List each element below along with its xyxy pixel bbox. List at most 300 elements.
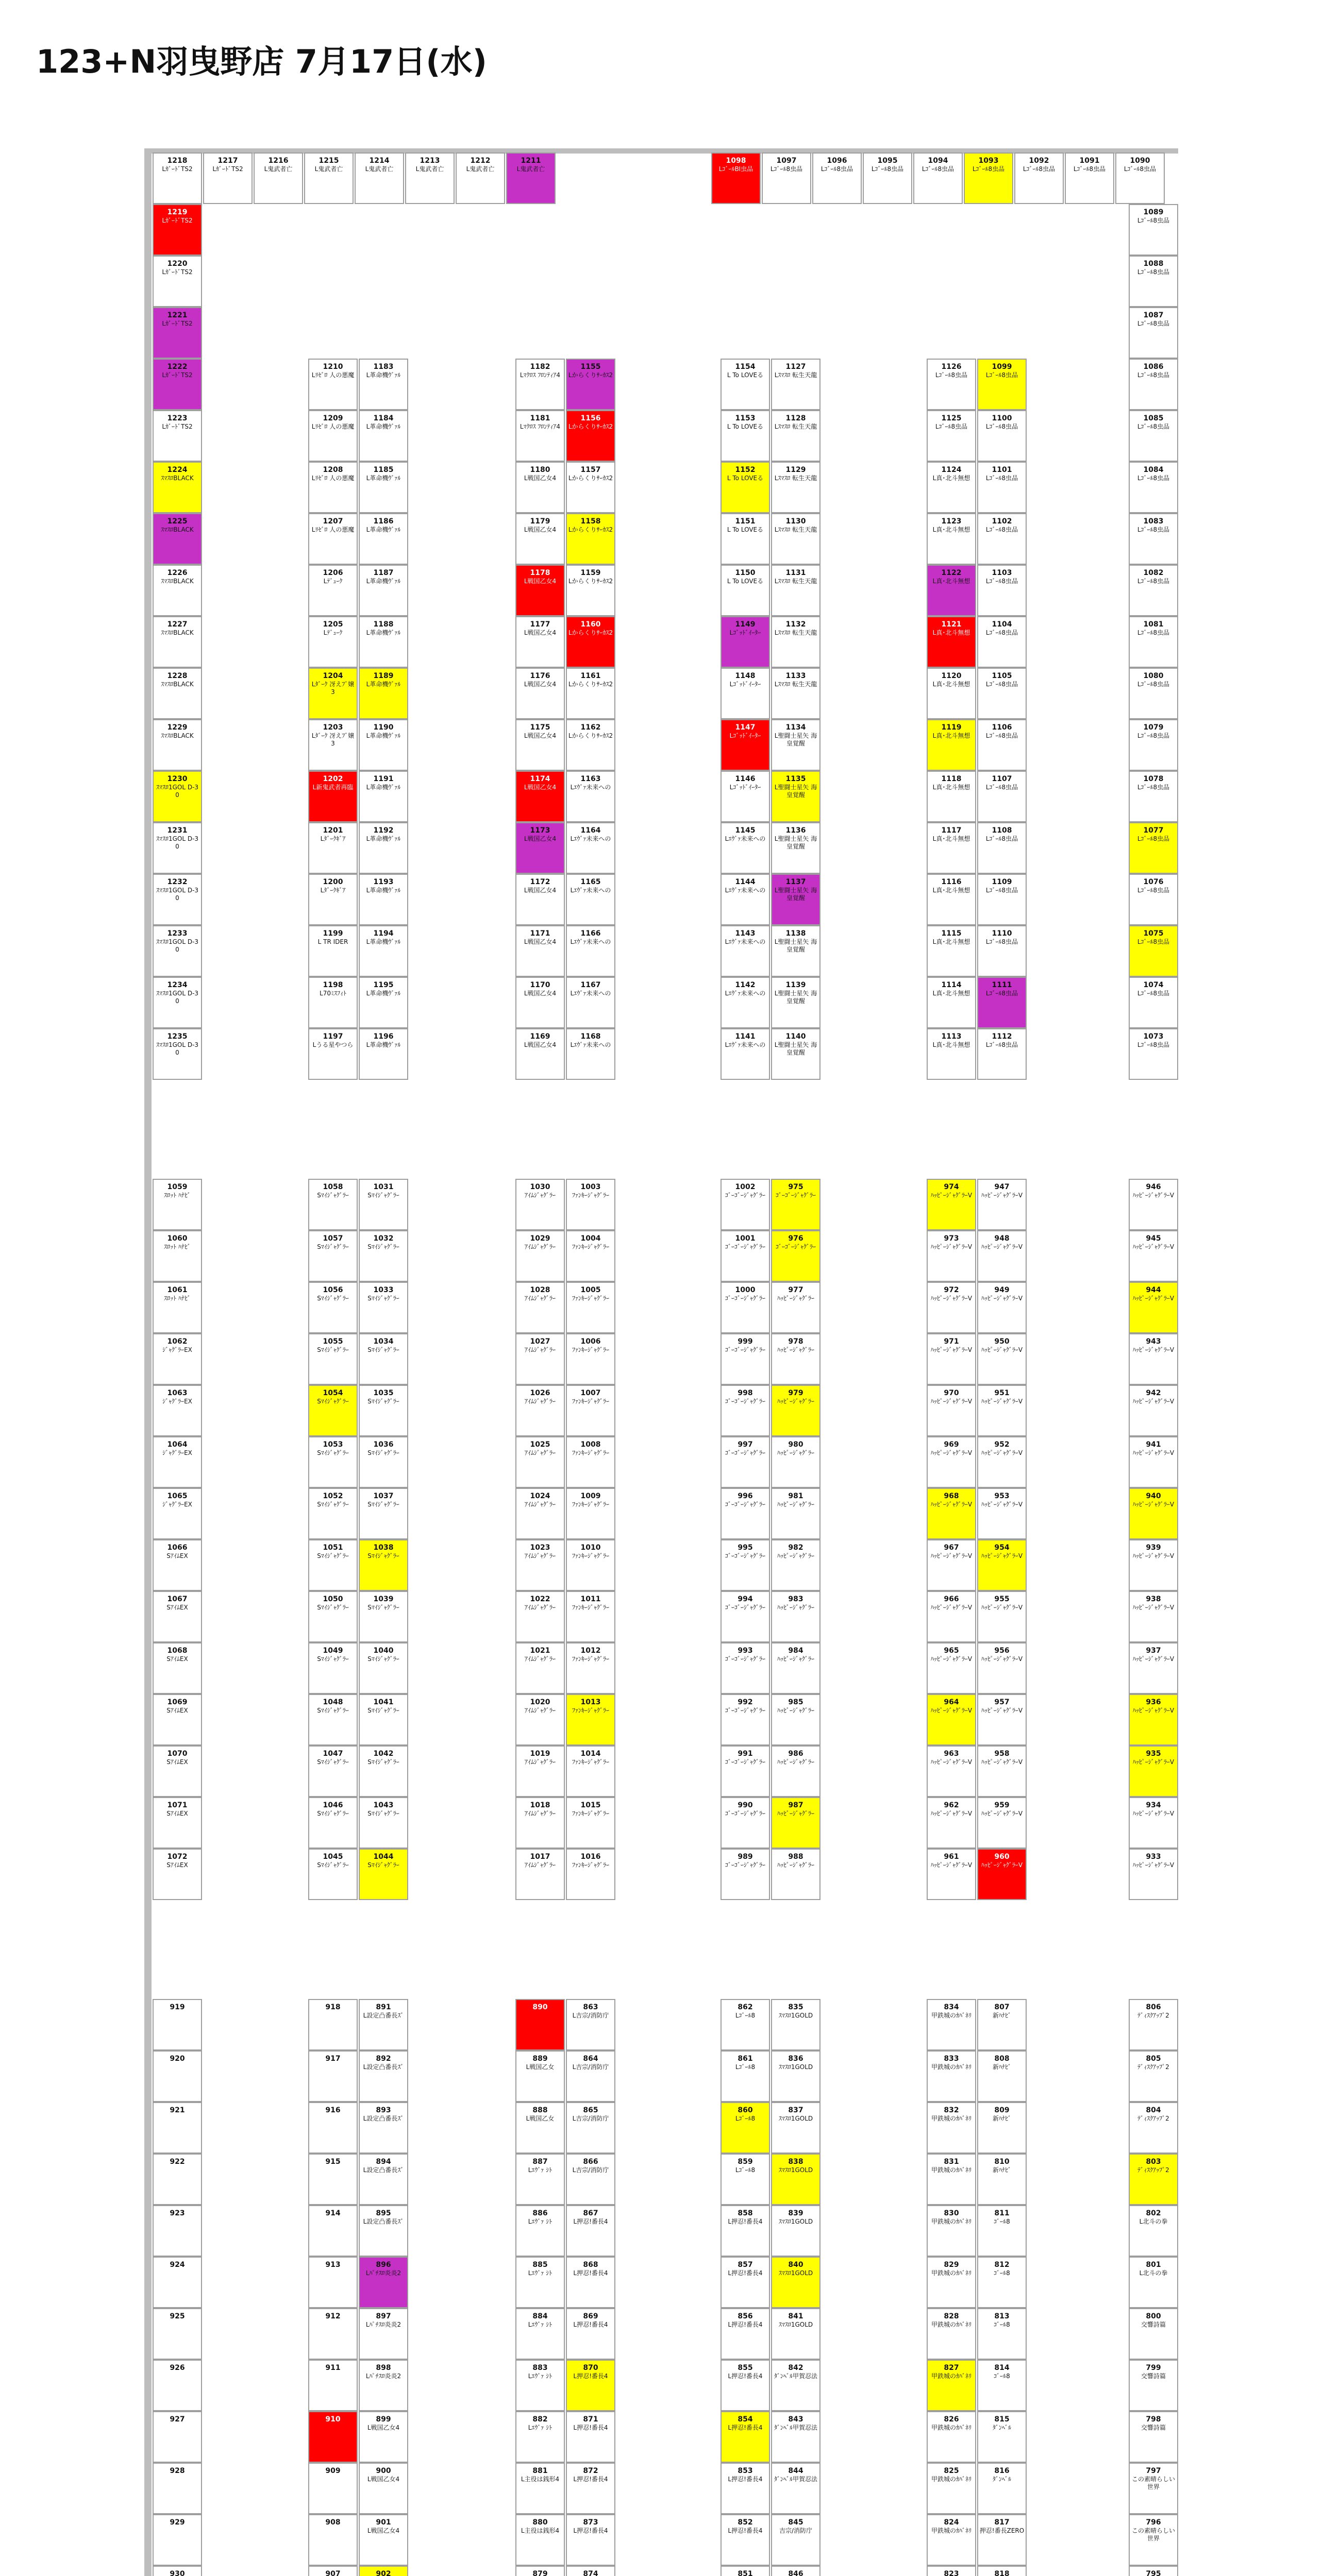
machine-cell[interactable] [308,2050,358,2102]
machine-cell[interactable] [355,152,404,204]
machine-cell[interactable] [721,2566,770,2576]
machine-cell[interactable] [927,925,976,977]
machine-cell[interactable] [1129,1028,1178,1080]
machine-cell[interactable] [308,1539,358,1591]
machine-cell[interactable] [566,359,615,410]
machine-cell[interactable] [1129,2308,1178,2360]
machine-cell[interactable] [153,925,202,977]
machine-cell[interactable] [566,2463,615,2514]
machine-cell[interactable] [308,1385,358,1436]
machine-cell[interactable] [977,565,1027,616]
machine-cell[interactable] [359,513,408,565]
machine-cell[interactable] [771,874,820,925]
machine-cell[interactable] [515,1642,565,1694]
machine-cell[interactable] [1129,2050,1178,2102]
machine-cell[interactable] [721,1333,770,1385]
machine-cell[interactable] [1129,2566,1178,2576]
machine-cell[interactable] [977,2411,1027,2463]
machine-cell[interactable] [515,1282,565,1333]
machine-cell[interactable] [721,1488,770,1539]
machine-cell[interactable] [771,2514,820,2566]
machine-cell[interactable] [153,1539,202,1591]
machine-cell[interactable] [927,822,976,874]
machine-cell[interactable] [566,2308,615,2360]
machine-cell[interactable] [721,1999,770,2050]
machine-cell[interactable] [566,1230,615,1282]
machine-cell[interactable] [254,152,303,204]
machine-cell[interactable] [153,1028,202,1080]
machine-cell[interactable] [359,2566,408,2576]
machine-cell[interactable] [927,2308,976,2360]
machine-cell[interactable] [359,719,408,771]
machine-cell[interactable] [771,1436,820,1488]
machine-cell[interactable] [308,1488,358,1539]
machine-cell[interactable] [927,1591,976,1642]
machine-cell[interactable] [566,2514,615,2566]
machine-cell[interactable] [771,925,820,977]
machine-cell[interactable] [721,874,770,925]
machine-cell[interactable] [1129,1179,1178,1230]
machine-cell[interactable] [927,2514,976,2566]
machine-cell[interactable] [721,2154,770,2205]
machine-cell[interactable] [359,1179,408,1230]
machine-cell[interactable] [153,1745,202,1797]
machine-cell[interactable] [1129,2514,1178,2566]
machine-cell[interactable] [771,1282,820,1333]
machine-cell[interactable] [515,2463,565,2514]
machine-cell[interactable] [566,2102,615,2154]
machine-cell[interactable] [308,462,358,513]
machine-cell[interactable] [977,1436,1027,1488]
machine-cell[interactable] [1129,771,1178,822]
machine-cell[interactable] [721,1797,770,1849]
machine-cell[interactable] [721,1230,770,1282]
machine-cell[interactable] [771,2566,820,2576]
machine-cell[interactable] [515,359,565,410]
machine-cell[interactable] [771,1745,820,1797]
machine-cell[interactable] [515,410,565,462]
machine-cell[interactable] [153,874,202,925]
machine-cell[interactable] [153,2205,202,2257]
machine-cell[interactable] [456,152,505,204]
machine-cell[interactable] [308,410,358,462]
machine-cell[interactable] [977,1642,1027,1694]
machine-cell[interactable] [977,1539,1027,1591]
machine-cell[interactable] [515,1488,565,1539]
machine-cell[interactable] [359,1539,408,1591]
machine-cell[interactable] [721,2050,770,2102]
machine-cell[interactable] [515,2154,565,2205]
machine-cell[interactable] [308,668,358,719]
machine-cell[interactable] [771,1488,820,1539]
machine-cell[interactable] [771,2463,820,2514]
machine-cell[interactable] [515,874,565,925]
machine-cell[interactable] [566,822,615,874]
machine-cell[interactable] [721,1694,770,1745]
machine-cell[interactable] [977,2257,1027,2308]
machine-cell[interactable] [977,1694,1027,1745]
machine-cell[interactable] [359,2360,408,2411]
machine-cell[interactable] [721,616,770,668]
machine-cell[interactable] [566,2411,615,2463]
machine-cell[interactable] [771,1999,820,2050]
machine-cell[interactable] [927,1436,976,1488]
machine-cell[interactable] [927,719,976,771]
machine-cell[interactable] [308,2308,358,2360]
machine-cell[interactable] [1129,2360,1178,2411]
machine-cell[interactable] [359,2050,408,2102]
machine-cell[interactable] [515,2566,565,2576]
machine-cell[interactable] [308,2154,358,2205]
machine-cell[interactable] [927,2360,976,2411]
machine-cell[interactable] [977,2566,1027,2576]
machine-cell[interactable] [153,2514,202,2566]
machine-cell[interactable] [1129,2257,1178,2308]
machine-cell[interactable] [927,977,976,1028]
machine-cell[interactable] [308,2514,358,2566]
machine-cell[interactable] [927,2463,976,2514]
machine-cell[interactable] [721,1849,770,1900]
machine-cell[interactable] [771,616,820,668]
machine-cell[interactable] [771,1539,820,1591]
machine-cell[interactable] [977,719,1027,771]
machine-cell[interactable] [1129,719,1178,771]
machine-cell[interactable] [515,513,565,565]
machine-cell[interactable] [359,1282,408,1333]
machine-cell[interactable] [515,977,565,1028]
machine-cell[interactable] [153,1797,202,1849]
machine-cell[interactable] [515,616,565,668]
machine-cell[interactable] [515,1591,565,1642]
machine-cell[interactable] [359,874,408,925]
machine-cell[interactable] [721,1745,770,1797]
machine-cell[interactable] [359,2102,408,2154]
machine-cell[interactable] [863,152,912,204]
machine-cell[interactable] [308,771,358,822]
machine-cell[interactable] [308,1999,358,2050]
machine-cell[interactable] [153,513,202,565]
machine-cell[interactable] [977,668,1027,719]
machine-cell[interactable] [153,668,202,719]
machine-cell[interactable] [515,1694,565,1745]
machine-cell[interactable] [566,1591,615,1642]
machine-cell[interactable] [1129,1642,1178,1694]
machine-cell[interactable] [359,977,408,1028]
machine-cell[interactable] [771,462,820,513]
machine-cell[interactable] [721,410,770,462]
machine-cell[interactable] [771,565,820,616]
machine-cell[interactable] [308,2257,358,2308]
machine-cell[interactable] [771,1179,820,1230]
machine-cell[interactable] [566,977,615,1028]
machine-cell[interactable] [515,1385,565,1436]
machine-cell[interactable] [566,925,615,977]
machine-cell[interactable] [977,513,1027,565]
machine-cell[interactable] [721,462,770,513]
machine-cell[interactable] [927,2205,976,2257]
machine-cell[interactable] [977,822,1027,874]
machine-cell[interactable] [308,565,358,616]
machine-cell[interactable] [927,2566,976,2576]
machine-cell[interactable] [1129,359,1178,410]
machine-cell[interactable] [359,1230,408,1282]
machine-cell[interactable] [771,359,820,410]
machine-cell[interactable] [977,874,1027,925]
machine-cell[interactable] [977,977,1027,1028]
machine-cell[interactable] [721,1028,770,1080]
machine-cell[interactable] [721,925,770,977]
machine-cell[interactable] [1129,1745,1178,1797]
machine-cell[interactable] [359,462,408,513]
machine-cell[interactable] [515,668,565,719]
machine-cell[interactable] [927,1282,976,1333]
machine-cell[interactable] [711,152,761,204]
machine-cell[interactable] [1129,1230,1178,1282]
machine-cell[interactable] [1129,1591,1178,1642]
machine-cell[interactable] [566,513,615,565]
machine-cell[interactable] [771,410,820,462]
machine-cell[interactable] [153,1488,202,1539]
machine-cell[interactable] [1129,616,1178,668]
machine-cell[interactable] [308,359,358,410]
machine-cell[interactable] [359,1797,408,1849]
machine-cell[interactable] [771,1642,820,1694]
machine-cell[interactable] [977,1797,1027,1849]
machine-cell[interactable] [153,977,202,1028]
machine-cell[interactable] [927,874,976,925]
machine-cell[interactable] [515,565,565,616]
machine-cell[interactable] [721,1282,770,1333]
machine-cell[interactable] [977,1282,1027,1333]
machine-cell[interactable] [153,771,202,822]
machine-cell[interactable] [515,1849,565,1900]
machine-cell[interactable] [721,668,770,719]
machine-cell[interactable] [977,771,1027,822]
machine-cell[interactable] [153,2154,202,2205]
machine-cell[interactable] [153,1282,202,1333]
machine-cell[interactable] [1129,256,1178,307]
machine-cell[interactable] [153,359,202,410]
machine-cell[interactable] [977,2308,1027,2360]
machine-cell[interactable] [308,1642,358,1694]
machine-cell[interactable] [1065,152,1114,204]
machine-cell[interactable] [1129,2205,1178,2257]
machine-cell[interactable] [308,1282,358,1333]
machine-cell[interactable] [771,2257,820,2308]
machine-cell[interactable] [1129,977,1178,1028]
machine-cell[interactable] [927,1642,976,1694]
machine-cell[interactable] [927,1488,976,1539]
machine-cell[interactable] [359,410,408,462]
machine-cell[interactable] [721,1642,770,1694]
machine-cell[interactable] [515,822,565,874]
machine-cell[interactable] [771,1849,820,1900]
machine-cell[interactable] [308,1179,358,1230]
machine-cell[interactable] [153,2050,202,2102]
machine-cell[interactable] [771,1028,820,1080]
machine-cell[interactable] [721,1591,770,1642]
machine-cell[interactable] [153,1436,202,1488]
machine-cell[interactable] [153,719,202,771]
machine-cell[interactable] [977,2102,1027,2154]
machine-cell[interactable] [721,1539,770,1591]
machine-cell[interactable] [927,2154,976,2205]
machine-cell[interactable] [927,1333,976,1385]
machine-cell[interactable] [721,1436,770,1488]
machine-cell[interactable] [566,1745,615,1797]
machine-cell[interactable] [1129,668,1178,719]
machine-cell[interactable] [359,2154,408,2205]
machine-cell[interactable] [359,771,408,822]
machine-cell[interactable] [359,1642,408,1694]
machine-cell[interactable] [153,1694,202,1745]
machine-cell[interactable] [721,2463,770,2514]
machine-cell[interactable] [1129,1282,1178,1333]
machine-cell[interactable] [566,668,615,719]
machine-cell[interactable] [762,152,811,204]
machine-cell[interactable] [977,2050,1027,2102]
machine-cell[interactable] [308,2463,358,2514]
machine-cell[interactable] [927,513,976,565]
machine-cell[interactable] [359,565,408,616]
machine-cell[interactable] [977,1488,1027,1539]
machine-cell[interactable] [771,1694,820,1745]
machine-cell[interactable] [153,822,202,874]
machine-cell[interactable] [1129,1436,1178,1488]
machine-cell[interactable] [977,2463,1027,2514]
machine-cell[interactable] [977,462,1027,513]
machine-cell[interactable] [771,1230,820,1282]
machine-cell[interactable] [566,462,615,513]
machine-cell[interactable] [203,152,253,204]
machine-cell[interactable] [1129,307,1178,359]
machine-cell[interactable] [913,152,963,204]
machine-cell[interactable] [977,1745,1027,1797]
machine-cell[interactable] [771,513,820,565]
machine-cell[interactable] [771,2102,820,2154]
machine-cell[interactable] [977,2360,1027,2411]
machine-cell[interactable] [721,1179,770,1230]
machine-cell[interactable] [308,1230,358,1282]
machine-cell[interactable] [977,1385,1027,1436]
machine-cell[interactable] [771,2205,820,2257]
machine-cell[interactable] [153,2308,202,2360]
machine-cell[interactable] [927,1694,976,1745]
machine-cell[interactable] [153,462,202,513]
machine-cell[interactable] [927,2102,976,2154]
machine-cell[interactable] [1129,1488,1178,1539]
machine-cell[interactable] [566,1849,615,1900]
machine-cell[interactable] [771,2308,820,2360]
machine-cell[interactable] [927,2411,976,2463]
machine-cell[interactable] [771,719,820,771]
machine-cell[interactable] [927,1230,976,1282]
machine-cell[interactable] [927,410,976,462]
machine-cell[interactable] [359,822,408,874]
machine-cell[interactable] [977,1999,1027,2050]
machine-cell[interactable] [964,152,1013,204]
machine-cell[interactable] [515,771,565,822]
machine-cell[interactable] [927,1179,976,1230]
machine-cell[interactable] [771,977,820,1028]
machine-cell[interactable] [515,1999,565,2050]
machine-cell[interactable] [566,1999,615,2050]
machine-cell[interactable] [308,874,358,925]
machine-cell[interactable] [153,2463,202,2514]
machine-cell[interactable] [1129,410,1178,462]
machine-cell[interactable] [308,1694,358,1745]
machine-cell[interactable] [153,2566,202,2576]
machine-cell[interactable] [1129,2154,1178,2205]
machine-cell[interactable] [721,359,770,410]
machine-cell[interactable] [1129,1999,1178,2050]
machine-cell[interactable] [721,565,770,616]
machine-cell[interactable] [308,1028,358,1080]
machine-cell[interactable] [927,2050,976,2102]
machine-cell[interactable] [566,2360,615,2411]
machine-cell[interactable] [359,2514,408,2566]
machine-cell[interactable] [308,2205,358,2257]
machine-cell[interactable] [1129,2411,1178,2463]
machine-cell[interactable] [1129,204,1178,256]
machine-cell[interactable] [927,1849,976,1900]
machine-cell[interactable] [1129,874,1178,925]
machine-cell[interactable] [566,1694,615,1745]
machine-cell[interactable] [308,1849,358,1900]
machine-cell[interactable] [515,925,565,977]
machine-cell[interactable] [721,822,770,874]
machine-cell[interactable] [308,977,358,1028]
machine-cell[interactable] [927,1385,976,1436]
machine-cell[interactable] [153,565,202,616]
machine-cell[interactable] [153,1179,202,1230]
machine-cell[interactable] [566,1797,615,1849]
machine-cell[interactable] [515,1539,565,1591]
machine-cell[interactable] [515,2050,565,2102]
machine-cell[interactable] [359,668,408,719]
machine-cell[interactable] [515,719,565,771]
machine-cell[interactable] [308,822,358,874]
machine-cell[interactable] [927,668,976,719]
machine-cell[interactable] [153,1230,202,1282]
machine-cell[interactable] [1129,1694,1178,1745]
machine-cell[interactable] [721,771,770,822]
machine-cell[interactable] [977,2205,1027,2257]
machine-cell[interactable] [153,152,202,204]
machine-cell[interactable] [927,1745,976,1797]
machine-cell[interactable] [927,1999,976,2050]
machine-cell[interactable] [771,1591,820,1642]
machine-cell[interactable] [308,1333,358,1385]
machine-cell[interactable] [304,152,354,204]
machine-cell[interactable] [1115,152,1165,204]
machine-cell[interactable] [359,2411,408,2463]
machine-cell[interactable] [977,2514,1027,2566]
machine-cell[interactable] [153,2360,202,2411]
machine-cell[interactable] [771,2360,820,2411]
machine-cell[interactable] [927,771,976,822]
machine-cell[interactable] [308,2102,358,2154]
machine-cell[interactable] [566,2566,615,2576]
machine-cell[interactable] [1129,462,1178,513]
machine-cell[interactable] [308,513,358,565]
machine-cell[interactable] [359,1028,408,1080]
machine-cell[interactable] [308,1745,358,1797]
machine-cell[interactable] [308,1591,358,1642]
machine-cell[interactable] [566,2050,615,2102]
machine-cell[interactable] [308,2411,358,2463]
machine-cell[interactable] [566,410,615,462]
